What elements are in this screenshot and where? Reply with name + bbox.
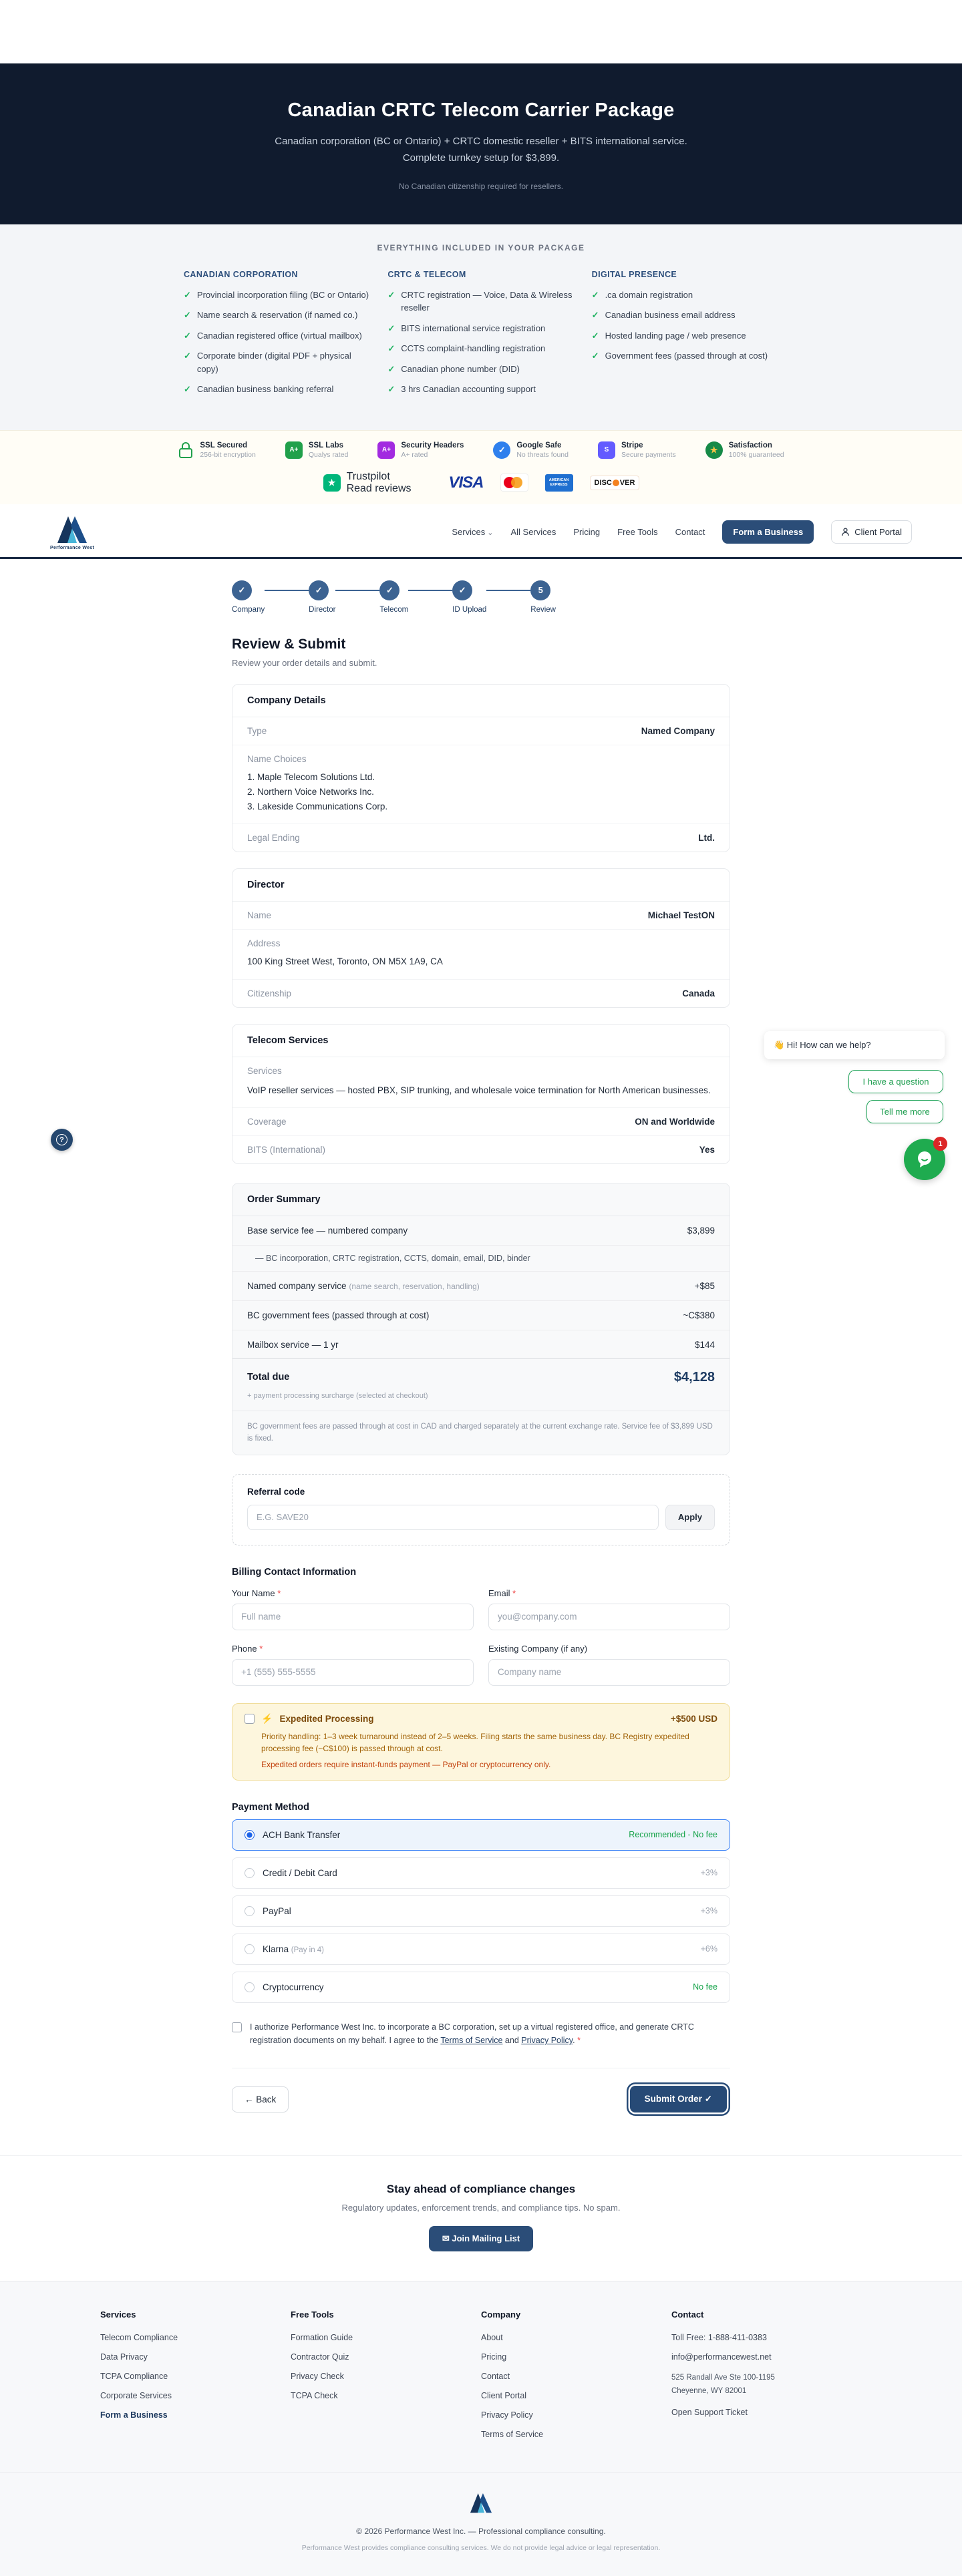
help-button[interactable] [51, 1129, 73, 1151]
check-icon: ✓ [591, 351, 599, 361]
footer-link[interactable]: TCPA Compliance [100, 2372, 168, 2382]
stripe-icon: S [598, 441, 615, 459]
included-item: ✓ Corporate binder (digital PDF + physical copy) [184, 349, 370, 375]
ssl-labs-icon: A+ [285, 441, 303, 459]
step-check-icon: ✓ [232, 580, 252, 600]
join-mailing-list-button[interactable]: ✉ Join Mailing List [429, 2226, 533, 2251]
included-item: ✓ Provincial incorporation filing (BC or Ontario) [184, 289, 370, 302]
lock-icon [178, 441, 194, 459]
newsletter-subheading: Regulatory updates, enforcement trends, and compliance tips. No spam. [341, 2203, 621, 2213]
nav-link-services[interactable]: Services ⌄ [452, 526, 494, 537]
nav-link-free-tools[interactable]: Free Tools [617, 526, 658, 537]
order-footnote: BC government fees are passed through at cost in CAD and charged separately at the current exchange rate. Service fee of $3,899 USD is fixed. [232, 1411, 730, 1455]
check-icon: ✓ [184, 289, 191, 300]
badge-security-headers: A+ Security Headers A+ rated [377, 441, 464, 459]
step-check-icon: ✓ [309, 580, 329, 600]
name-field-group: Your Name * Full name [232, 1588, 474, 1630]
footer-link[interactable]: Privacy Check [291, 2372, 344, 2382]
nav-link-contact[interactable]: Contact [675, 526, 705, 537]
footer-link[interactable]: Data Privacy [100, 2352, 148, 2362]
included-item: ✓ Canadian business email address [592, 309, 778, 322]
total-amount: $4,128 [673, 1369, 715, 1385]
billing-heading: Billing Contact Information [232, 1566, 357, 1578]
badge-google-safe: ✓ Google Safe No threats found [493, 441, 569, 459]
person-icon [841, 528, 850, 536]
main-navigation [0, 504, 962, 559]
order-total-row: Total due $4,128 [232, 1358, 730, 1389]
step-director[interactable]: ✓ Director [309, 580, 335, 614]
citizenship-row: Citizenship Canada [247, 988, 715, 998]
chevron-down-icon: ⌄ [487, 528, 494, 537]
badge-satisfaction: ★ Satisfaction 100% guaranteed [705, 441, 784, 459]
step-check-icon: ✓ [379, 580, 399, 600]
footer-email-link[interactable]: info@performancewest.net [671, 2352, 772, 2362]
referral-label: Referral code [247, 1486, 305, 1497]
newsletter-section [0, 2155, 962, 2281]
footer-support-ticket-link[interactable]: Open Support Ticket [671, 2408, 748, 2418]
visa-logo: VISA [448, 473, 484, 492]
hero-note: No Canadian citizenship required for resellers. [398, 181, 564, 191]
footer-column-services: Services Telecom Compliance Data Privacy TCPA Compliance Corporate Services Form a Business [100, 2310, 291, 2449]
hero-banner [0, 63, 962, 224]
card-title: Company Details [232, 685, 730, 717]
included-item: ✓ Hosted landing page / web presence [592, 329, 778, 343]
payment-option-crypto[interactable]: Cryptocurrency No fee [232, 1972, 730, 2003]
order-summary-card [232, 1183, 730, 1455]
disclaimer-text: Performance West provides compliance consulting services. We do not provide legal advice or legal representation. [301, 2544, 661, 2553]
order-row-base-fee: Base service fee — numbered company $3,899 [232, 1216, 730, 1246]
radio-selected-icon[interactable] [245, 1830, 255, 1840]
footer-link[interactable]: Pricing [481, 2352, 507, 2362]
footer-phone: Toll Free: 1-888-411-0383 [671, 2333, 767, 2343]
badge-ssl-secured: SSL Secured 256-bit encryption [178, 441, 255, 459]
security-headers-icon: A+ [377, 441, 395, 459]
brand-name: Performance West [50, 545, 95, 550]
existing-company-input[interactable] [488, 1659, 730, 1686]
step-telecom[interactable]: ✓ Telecom [379, 580, 408, 614]
expedited-title: Expedited Processing [279, 1713, 374, 1724]
brand-logo[interactable] [50, 514, 94, 550]
lightning-icon: ⚡ [261, 1712, 273, 1724]
chat-bubble-icon [915, 1149, 935, 1169]
footer-link[interactable]: Privacy Policy [481, 2410, 533, 2420]
name-choice: 3. Lakeside Communications Corp. [247, 801, 388, 812]
trust-strip [0, 430, 962, 504]
expedited-payment-note: Expedited orders require instant-funds payment — PayPal or cryptocurrency only. [261, 1759, 551, 1769]
badge-trustpilot[interactable]: ★ Trustpilot Read reviews [323, 471, 412, 495]
step-connector [335, 590, 379, 592]
company-type-row: Type Named Company [232, 717, 730, 745]
footer-address: 525 Randall Ave Ste 100-1195 Cheyenne, WY 82001 [671, 2374, 775, 2395]
amex-logo: AMERICAN EXPRESS [545, 474, 573, 492]
included-item: ✓ BITS international service registration [387, 322, 574, 335]
order-row-named-company: Named company service (name search, reservation, handling) +$85 [232, 1272, 730, 1301]
surcharge-note: + payment processing surcharge (selected at checkout) [247, 1391, 428, 1400]
order-row-base-detail: — BC incorporation, CRTC registration, CCTS, domain, email, DID, binder [232, 1246, 730, 1272]
page-title: Review & Submit [232, 636, 346, 652]
email-input[interactable] [488, 1604, 730, 1630]
footer-link-form-a-business[interactable]: Form a Business [100, 2410, 168, 2420]
footer-link[interactable]: Contact [481, 2372, 510, 2382]
step-number: 5 [530, 580, 550, 600]
back-button[interactable]: ← Back [232, 2086, 289, 2112]
hero-subtitle: Canadian corporation (BC or Ontario) + CRTC domestic reseller + BITS international service. Complete turnkey setup for $3,899. [275, 136, 687, 164]
footer-link[interactable]: About [481, 2333, 503, 2343]
legal-ending-row: Legal Ending Ltd. [247, 833, 715, 844]
included-item: ✓ CRTC registration — Voice, Data & Wireless reseller [387, 289, 574, 315]
form-a-business-button[interactable]: Form a Business [722, 520, 814, 544]
footer-link[interactable]: Formation Guide [291, 2333, 353, 2343]
site-footer [0, 2281, 962, 2576]
chat-quick-reply-more[interactable]: Tell me more [866, 1100, 943, 1123]
nav-link-all-services[interactable]: All Services [510, 526, 556, 537]
coverage-row: Coverage ON and Worldwide [232, 1108, 730, 1136]
footer-link[interactable]: Telecom Compliance [100, 2333, 178, 2343]
performance-west-logo-icon [468, 2491, 494, 2514]
nav-link-pricing[interactable]: Pricing [573, 526, 601, 537]
footer-link[interactable]: Terms of Service [481, 2430, 544, 2440]
google-safe-icon: ✓ [493, 441, 510, 459]
payment-option-card[interactable]: Credit / Debit Card +3% [232, 1857, 730, 1889]
radio-icon[interactable] [245, 1982, 255, 1992]
phone-input[interactable] [232, 1659, 474, 1686]
included-column-telecom [387, 270, 574, 403]
hero-title: Canadian CRTC Telecom Carrier Package [287, 100, 675, 121]
payment-option-ach[interactable]: ACH Bank Transfer Recommended - No fee [232, 1819, 730, 1851]
discover-dot-icon [613, 480, 619, 486]
check-icon: ✓ [184, 351, 191, 361]
check-icon: ✓ [591, 289, 599, 300]
top-spacer [0, 0, 962, 63]
included-item: ✓ Canadian phone number (DID) [387, 363, 574, 376]
payment-option-klarna[interactable]: Klarna (Pay in 4) +6% [232, 1934, 730, 1965]
phone-field-group: Phone * +1 (555) 555-5555 [232, 1644, 474, 1686]
footer-column-company: Company About Pricing Contact Client Portal Privacy Policy Terms of Service [481, 2310, 671, 2449]
trustpilot-star-icon: ★ [323, 474, 341, 492]
footer-column-free-tools: Free Tools Formation Guide Contractor Quiz Privacy Check TCPA Check [291, 2310, 481, 2449]
included-item: ✓ Government fees (passed through at cost) [592, 349, 778, 363]
badge-stripe: S Stripe Secure payments [598, 441, 676, 459]
name-choices-row: Name Choices 1. Maple Telecom Solutions Ltd. 2. Northern Voice Networks Inc. 3. Lakeside Communications Corp. [232, 745, 730, 825]
included-section [0, 224, 962, 430]
newsletter-heading: Stay ahead of compliance changes [386, 2183, 576, 2196]
authorization-text: I authorize Performance West Inc. to incorporate a BC corporation, set up a virtual registered office, and generate CRTC registration documents on my behalf. I agree to the Terms of Service and Privacy Policy. * [250, 2022, 694, 2046]
terms-of-service-link[interactable]: Terms of Service [440, 2036, 503, 2046]
progress-stepper [232, 580, 556, 614]
check-icon: ✓ [387, 289, 395, 300]
radio-icon[interactable] [245, 1868, 255, 1878]
footer-link[interactable]: Contractor Quiz [291, 2352, 349, 2362]
included-item: ✓ .ca domain registration [592, 289, 778, 302]
review-submit-page [232, 559, 730, 2156]
footer-link[interactable]: TCPA Check [291, 2391, 338, 2401]
check-icon: ✓ [591, 310, 599, 320]
step-company[interactable]: ✓ Company [232, 580, 265, 614]
mail-icon: ✉ [442, 2233, 450, 2244]
check-icon: ✓ [387, 363, 395, 374]
services-row: Services VoIP reseller services — hosted PBX, SIP trunking, and wholesale voice termination for North American businesses. [232, 1057, 730, 1108]
discover-logo: DISC VER [591, 476, 639, 490]
director-card [232, 868, 730, 1007]
director-address-row: Address 100 King Street West, Toronto, ON M5X 1A9, CA [232, 930, 730, 979]
check-icon: ✓ [387, 384, 395, 394]
radio-icon[interactable] [245, 1906, 255, 1916]
column-title: CRTC & TELECOM [387, 269, 466, 279]
question-icon: ? [56, 1134, 67, 1145]
card-title: Telecom Services [232, 1025, 730, 1057]
badge-ssl-labs: A+ SSL Labs Qualys rated [285, 441, 349, 459]
payment-method-heading: Payment Method [232, 1801, 310, 1813]
arrow-left-icon: ← [245, 2094, 254, 2104]
telecom-services-card [232, 1024, 730, 1164]
order-summary-title: Order Summary [232, 1183, 730, 1216]
copyright-text: © 2026 Performance West Inc. — Professional compliance consulting. [356, 2527, 606, 2537]
included-item: ✓ 3 hrs Canadian accounting support [387, 383, 574, 396]
included-item: ✓ CCTS complaint-handling registration [387, 342, 574, 355]
step-check-icon: ✓ [452, 580, 472, 600]
chat-launcher-button[interactable] [904, 1139, 945, 1180]
expedited-processing-box [232, 1703, 730, 1781]
order-row-gov-fees: BC government fees (passed through at cost) ~C$380 [232, 1301, 730, 1330]
order-row-mailbox: Mailbox service — 1 yr $144 [247, 1339, 715, 1350]
step-id-upload[interactable]: ✓ ID Upload [452, 580, 486, 614]
step-connector [265, 590, 309, 592]
full-name-input[interactable] [232, 1604, 474, 1630]
referral-code-box [232, 1474, 730, 1545]
radio-icon[interactable] [245, 1944, 255, 1954]
chat-greeting-bubble: 👋 Hi! How can we help? [764, 1031, 945, 1059]
footer-link[interactable]: Corporate Services [100, 2391, 172, 2401]
form-actions [232, 2068, 730, 2112]
page-subtitle: Review your order details and submit. [232, 657, 377, 668]
bits-row: BITS (International) Yes [247, 1144, 715, 1155]
check-icon: ✓ [704, 2094, 712, 2104]
referral-code-input[interactable] [247, 1505, 659, 1530]
mastercard-logo [501, 474, 528, 491]
column-title: CANADIAN CORPORATION [184, 269, 298, 279]
included-heading: EVERYTHING INCLUDED IN YOUR PACKAGE [377, 242, 585, 252]
existing-company-field-group: Existing Company (if any) Company name [488, 1644, 730, 1686]
check-icon: ✓ [387, 323, 395, 333]
chat-quick-reply-question[interactable]: I have a question [848, 1070, 943, 1093]
name-choice: 2. Northern Voice Networks Inc. [247, 786, 374, 797]
payment-option-paypal[interactable]: PayPal +3% [232, 1895, 730, 1927]
privacy-policy-link[interactable]: Privacy Policy [521, 2036, 573, 2046]
check-icon: ✓ [184, 384, 191, 394]
card-title: Director [232, 869, 730, 902]
check-icon: ✓ [387, 343, 395, 353]
footer-column-contact: Contact Toll Free: 1-888-411-0383 info@performancewest.net 525 Randall Ave Ste 100-1195 Cheyenne, WY 82001 Open Support Ticket [671, 2310, 862, 2449]
company-details-card [232, 684, 730, 853]
included-item: ✓ Name search & reservation (if named co.) [184, 309, 370, 322]
expedited-description: Priority handling: 1–3 week turnaround instead of 2–5 weeks. Filing starts the same business day. BC Registry expedited processing fee (~C$100) is passed through at cost. [261, 1731, 689, 1754]
expedited-checkbox[interactable] [245, 1714, 255, 1724]
unread-count-badge: 1 [933, 1137, 947, 1151]
footer-link[interactable]: Client Portal [481, 2391, 527, 2401]
check-icon: ✓ [591, 330, 599, 341]
check-icon: ✓ [184, 330, 191, 341]
column-title: DIGITAL PRESENCE [591, 269, 677, 279]
client-portal-button[interactable]: Client Portal [831, 520, 912, 544]
step-connector [486, 590, 530, 592]
email-field-group: Email * you@company.com [488, 1588, 730, 1630]
check-icon: ✓ [184, 310, 191, 320]
included-item: ✓ Canadian registered office (virtual mailbox) [184, 329, 370, 343]
director-name-row: Name Michael TestON [232, 902, 730, 930]
apply-button[interactable]: Apply [665, 1505, 715, 1530]
included-column-corporation [184, 270, 370, 403]
expedited-price: +$500 USD [670, 1713, 717, 1724]
authorization-checkbox[interactable] [232, 2022, 242, 2032]
included-item: ✓ Canadian business banking referral [184, 383, 370, 396]
step-review[interactable]: 5 Review [530, 580, 556, 614]
authorization-row [232, 2020, 730, 2048]
included-column-digital [592, 270, 778, 403]
footer-bottom [0, 2472, 962, 2576]
performance-west-logo-icon [55, 514, 90, 544]
satisfaction-star-icon: ★ [705, 441, 723, 459]
name-choice: 1. Maple Telecom Solutions Ltd. [247, 771, 375, 782]
step-connector [408, 590, 452, 592]
submit-order-button[interactable]: Submit Order ✓ [630, 2086, 727, 2112]
